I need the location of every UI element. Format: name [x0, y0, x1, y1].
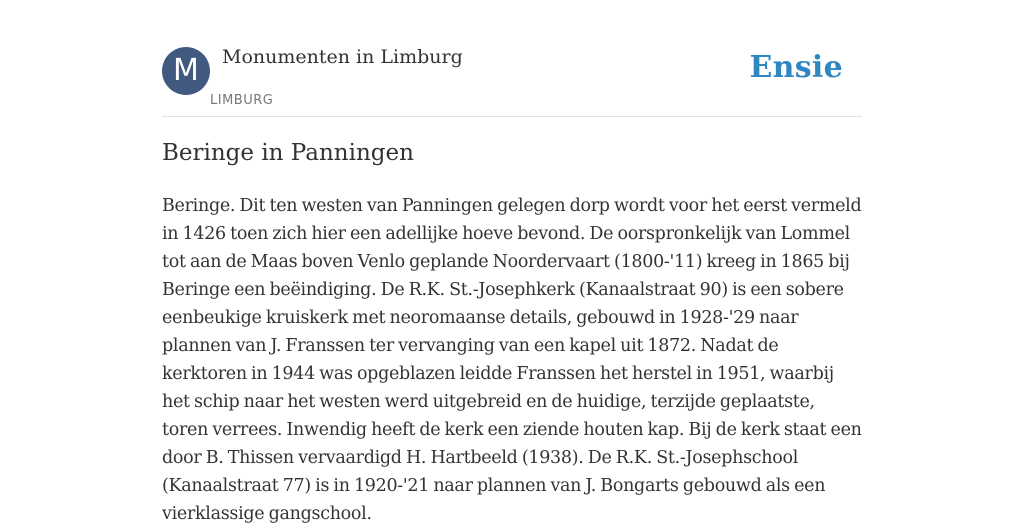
avatar[interactable]: M [162, 47, 210, 95]
source-header [162, 40, 862, 117]
source-title-link[interactable]: Monumenten in Limburg [222, 46, 463, 68]
page-title: Beringe in Panningen [162, 140, 414, 166]
source-category-link[interactable]: LIMBURG [210, 93, 274, 108]
ensie-logo[interactable]: Ensie [749, 50, 843, 85]
article-body: Beringe. Dit ten westen van Panningen gelegen dorp wordt voor het eerst vermeld in 1426 toen zich hier een adellijke hoeve bevond. De oorspronkelijk van Lommel tot aan de Maas boven Venlo geplande Noordervaart (1800-'11) kreeg in 1865 bij Beringe een beëindiging. De R.K. St.-Josephkerk (Kanaalstraat 90) is een sobere eenbeukige kruiskerk met neoromaanse details, gebouwd in 1928-'29 naar plannen van J. Franssen ter vervanging van een kapel uit 1872. Nadat de kerktoren in 1944 was opgeblazen leidde Franssen het herstel in 1951, waarbij het schip naar het westen werd uitgebreid en de huidige, terzijde geplaatste, toren verrees. Inwendig heeft de kerk een ziende houten kap. Bij de kerk staat een door B. Thissen vervaardigd H. Hartbeeld (1938). De R.K. St.-Josephschool (Kanaalstraat 77) is in 1920-'21 naar plannen van J. Bongarts gebouwd als een vierklassige gangschool. [162, 196, 862, 524]
